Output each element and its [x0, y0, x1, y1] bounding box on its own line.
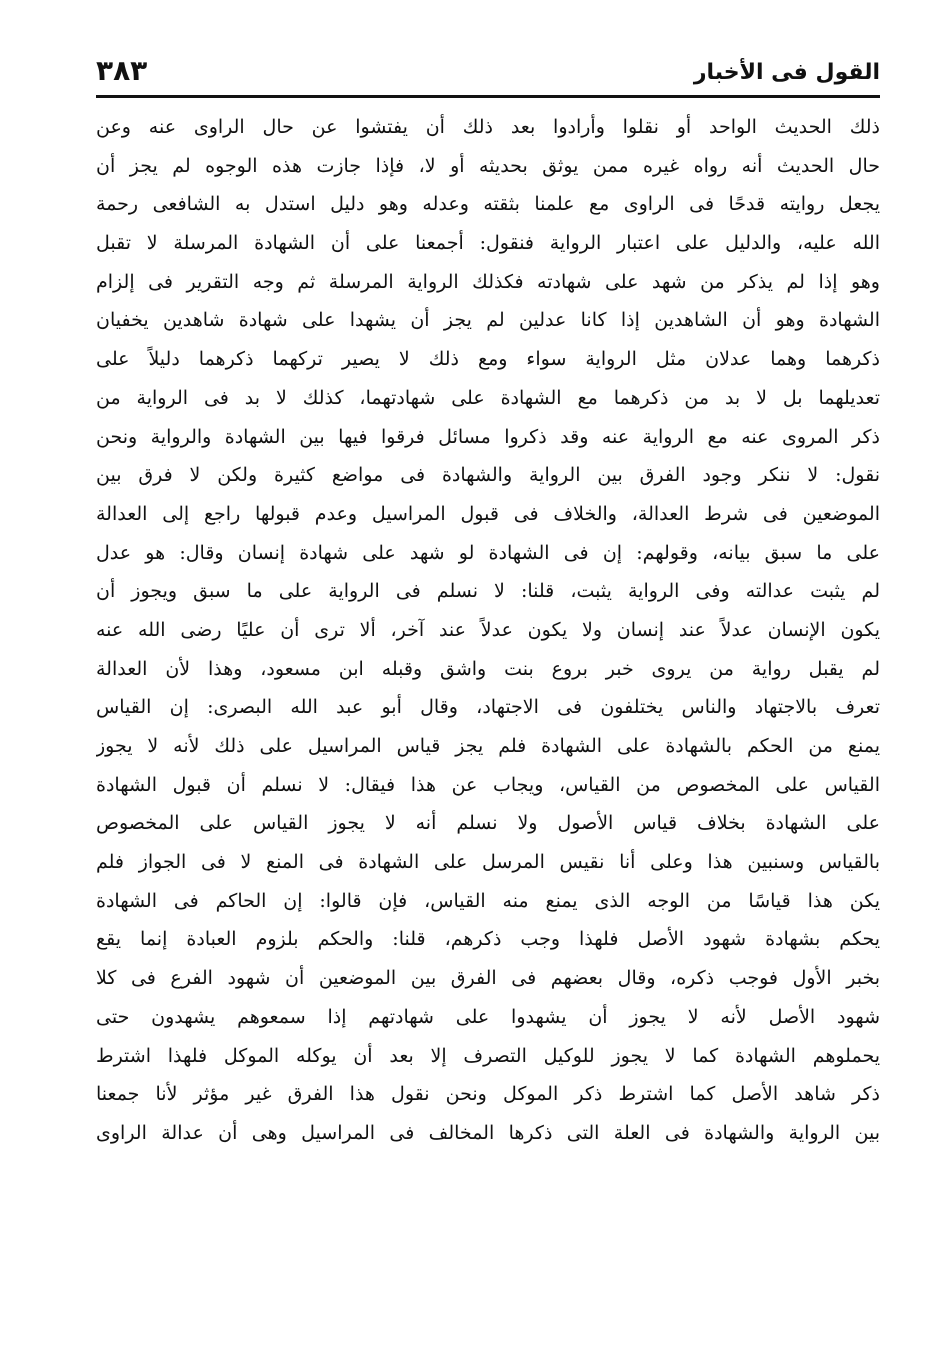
text-line: تعديلهما بل لا بد من ذكرهما مع الشهادة على شهادتهما، كذلك لا بد فى الرواية من	[96, 386, 880, 409]
text-line: حال الحديث أنه رواه غيره ممن يوثق بحديثه أو لا، فإذا جازت هذه الوجوه لم يجز أن	[96, 154, 880, 177]
text-line: بين الرواية والشهادة فى العلة التى ذكرها المخالف فى المراسيل وهى أن عدالة الراوى	[96, 1121, 880, 1144]
body-text	[96, 108, 880, 1153]
text-line: بخبر الأول فوجب ذكره، وقال بعضهم فى الفرق بين الموضعين أن شهود الفرع فى كلا	[96, 967, 880, 990]
running-title: القول فى الأخبار	[693, 60, 880, 85]
text-line: الشهادة وهو أن الشاهدين إذا كانا عدلين لم يجز أن يشهدا على شهادة شاهدين يخفيان	[96, 309, 880, 332]
text-line: القياس على المخصوص من القياس، ويجاب عن هذا فيقال: لا نسلم أن قبول الشهادة	[96, 773, 880, 796]
text-line: ذكر شاهد الأصل كما اشترط ذكر الموكل ونحن نقول هذا الفرق غير مؤثر لأنا جمعنا	[96, 1083, 880, 1106]
page-number: ٣٨٣	[96, 54, 148, 87]
text-line: وهو إذا لم يذكر من شهد على شهادته فكذلك الرواية المرسلة ثم وجه التقرير فى إلزام	[96, 270, 880, 293]
text-line: ذكرهما وهما عدلان مثل الرواية سواء ومع ذلك لا يصير تركهما ذكرهما دليلاً على	[96, 348, 880, 371]
text-line: ذكر المروى عنه مع الرواية عنه وقد ذكروا مسائل فرقوا فيها بين الشهادة والرواية ونحن	[96, 425, 880, 448]
text-line: على ما سبق بيانه، وقولهم: إن فى الشهادة لو شهد على شهادة إنسان وقال: هو عدل	[96, 541, 880, 564]
text-line: يكن هذا قياسًا من الوجه الذى يمنع منه القياس، فإن قالوا: إن الحاكم فى الشهادة	[96, 889, 880, 912]
text-line: يكون الإنسان عدلاً عند إنسان ولا يكون عدلاً عند آخر، ألا ترى أن عليًا رضى الله عنه	[96, 618, 880, 641]
text-line: الله عليه، والدليل على اعتبار الرواية فنقول: أجمعنا على أن الشهادة المرسلة لا تقبل	[96, 232, 880, 255]
text-line: شهود الأصل لأنه لا يجوز أن يشهدوا على شهادتهم إذا سمعوهم يشهدون حتى	[96, 1005, 880, 1028]
text-line: ذلك الحديث الواحد أو نقلوا وأرادوا بعد ذلك أن يفتشوا عن حال الراوى عنه وعن	[96, 116, 880, 138]
text-line: يمنع من الحكم بالشهادة على الشهادة فلم يجز قياس المراسيل على ذلك لأنه لا يجوز	[96, 735, 880, 757]
text-line: تعرف بالاجتهاد والناس يختلفون فى الاجتهاد، وقال أبو عبد الله البصرى: إن القياس	[96, 696, 880, 719]
page-header	[96, 52, 880, 92]
text-line: يحكم بشهادة شهود الأصل فلهذا وجب ذكرهم، قلنا: والحكم بلزوم العبادة إنما يقع	[96, 928, 880, 951]
text-line: بالقياس وسنبين هذا وعلى أنا نقيس المرسل على الشهادة فى المنع لا فى الجواز فلم	[96, 851, 880, 874]
text-line: الموضعين فى شرط العدالة، والخلاف فى قبول المراسيل وعدم قبولها راجع إلى العدالة	[96, 502, 880, 525]
text-line: على الشهادة بخلاف قياس الأصول ولا نسلم أنه لا يجوز القياس على المخصوص	[96, 812, 880, 835]
header-rule	[96, 95, 880, 98]
text-line: لم يثبت عدالته وفى الرواية يثبت، قلنا: لا نسلم فى الرواية على ما سبق ويجوز أن	[96, 580, 880, 603]
text-line: يحملوهم الشهادة كما لا يجوز للوكيل التصرف إلا بعد أن يوكله الموكل فلهذا اشترط	[96, 1044, 880, 1067]
text-line: نقول: لا ننكر وجود الفرق بين الرواية والشهادة فى مواضع كثيرة ولكن لا فرق بين	[96, 464, 880, 487]
text-line: يجعل روايته قدحًا فى الراوى مع علمنا بثقته وعدله وهو دليل استدل به الشافعى رحمة	[96, 193, 880, 216]
text-line: لم يقبل رواية من يروى خبر بروع بنت واشق وقبله ابن مسعود، وهذا لأن العدالة	[96, 657, 880, 680]
